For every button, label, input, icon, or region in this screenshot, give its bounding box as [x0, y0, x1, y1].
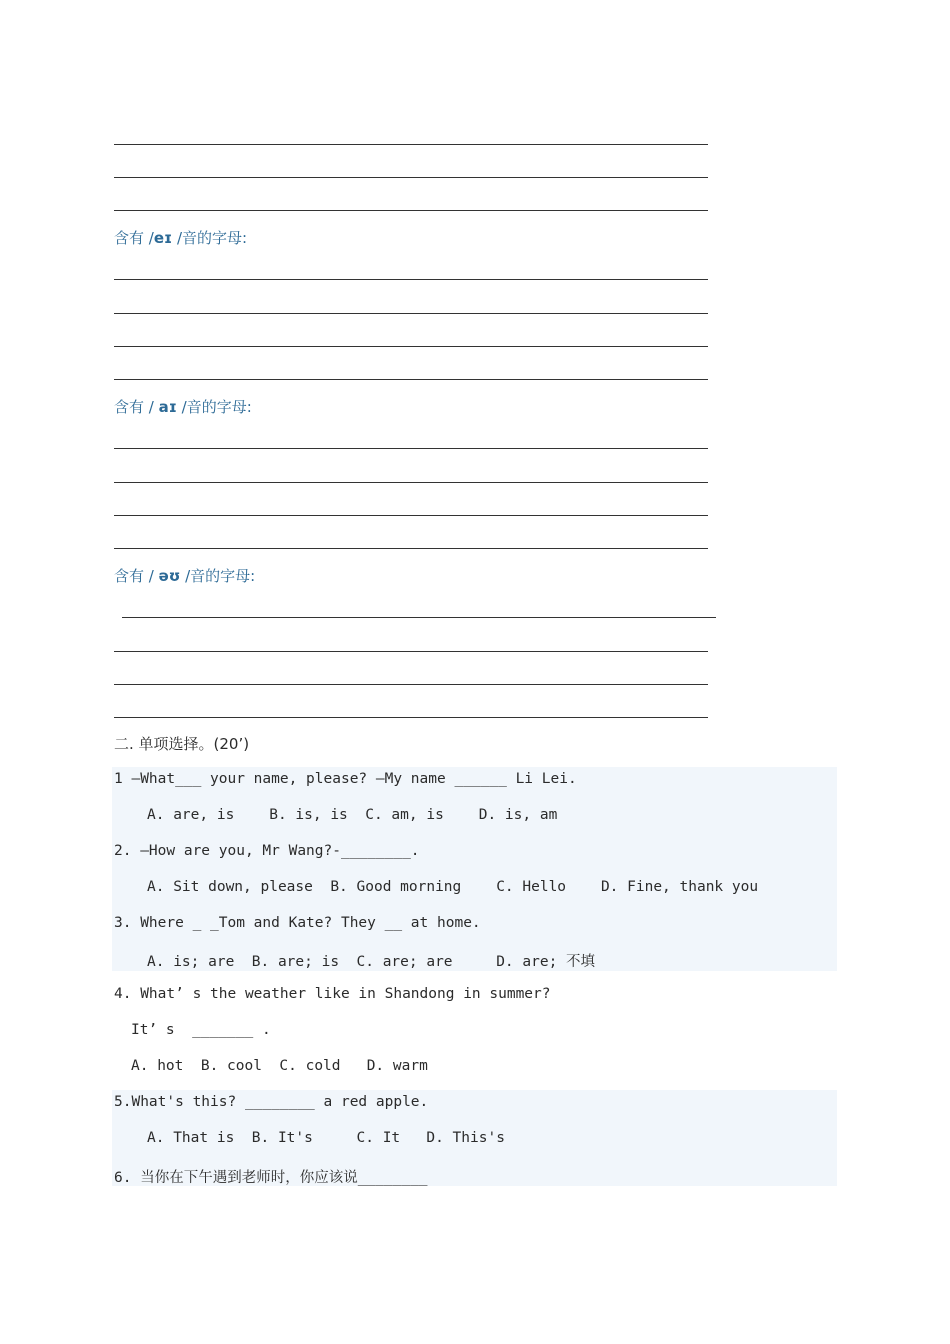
writing-line — [122, 617, 716, 618]
question-3: 3. Where _ _Tom and Kate? They __ at home. — [114, 915, 481, 931]
writing-line — [114, 548, 708, 549]
header-suffix: /音的字母: — [180, 567, 256, 585]
question-6: 6. 当你在下午遇到老师时，你应该说________ — [114, 1170, 428, 1186]
question-highlight — [112, 767, 837, 971]
writing-line — [114, 684, 708, 685]
header-suffix: /音的字母: — [172, 229, 248, 247]
question-5: 5.What's this? ________ a red apple. — [114, 1094, 429, 1110]
question-2: 2. —How are you, Mr Wang?-________. — [114, 843, 420, 859]
writing-line — [114, 515, 708, 516]
writing-line — [114, 379, 708, 380]
header-prefix: 含有 / — [114, 229, 154, 247]
header-suffix: /音的字母: — [176, 398, 252, 416]
question-4-answer: It’ s _______ . — [131, 1022, 271, 1038]
writing-line — [114, 177, 708, 178]
phoneme-section-header — [114, 227, 247, 248]
question-4: 4. What’ s the weather like in Shandong in summer? — [114, 986, 551, 1002]
writing-line — [114, 144, 708, 145]
question-2-options: A. Sit down, please B. Good morning C. Hello D. Fine, thank you — [147, 879, 759, 895]
writing-line — [114, 279, 708, 280]
phoneme-symbol: eɪ — [153, 229, 173, 247]
writing-line — [114, 717, 708, 718]
question-1-options: A. are, is B. is, is C. am, is D. is, am — [147, 807, 558, 823]
writing-line — [114, 448, 708, 449]
writing-line — [114, 651, 708, 652]
writing-line — [114, 482, 708, 483]
question-4-options: A. hot B. cool C. cold D. warm — [131, 1058, 428, 1074]
part2-title: 二. 单项选择。(20’) — [114, 735, 250, 753]
phoneme-symbol: əʊ — [158, 567, 181, 585]
phoneme-section-header — [114, 396, 252, 417]
phoneme-section-header — [114, 565, 255, 586]
writing-line — [114, 313, 708, 314]
writing-line — [114, 210, 708, 211]
phoneme-symbol: aɪ — [158, 398, 177, 416]
header-prefix: 含有 / — [114, 398, 159, 416]
question-5-options: A. That is B. It's C. It D. This's — [147, 1130, 505, 1146]
question-3-options: A. is; are B. are; is C. are; are D. are; 不填 — [147, 954, 596, 970]
writing-line — [114, 346, 708, 347]
question-1: 1 —What___ your name, please? —My name ______ Li Lei. — [114, 771, 577, 787]
header-prefix: 含有 / — [114, 567, 159, 585]
